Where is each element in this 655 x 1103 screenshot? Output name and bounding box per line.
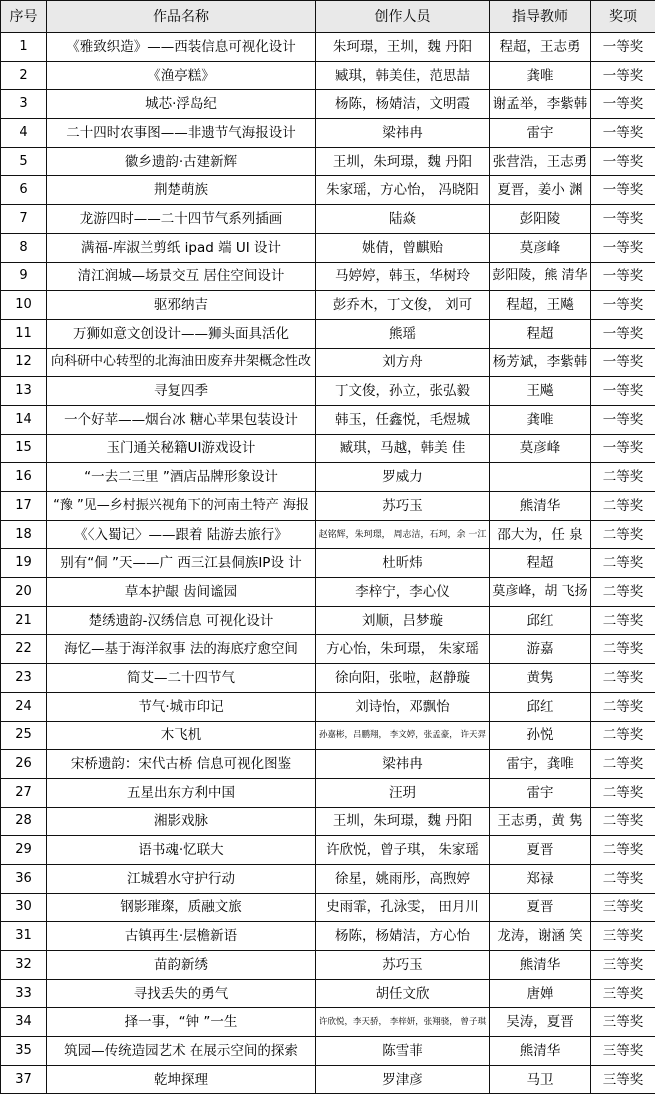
cell-creators: 彭乔木，丁文俊， 刘可: [316, 291, 490, 320]
cell-creators: 刘顺，吕梦璇: [316, 606, 490, 635]
cell-work-title: 湘影戏脉: [47, 807, 316, 836]
cell-advisors: 程超，王志勇: [490, 33, 591, 62]
table-row: [1, 807, 655, 836]
cell-work-title: 荆楚萌族: [47, 176, 316, 205]
cell-creators: 马婷婷，韩玉，华树玲: [316, 262, 490, 291]
cell-index: 18: [1, 520, 47, 549]
cell-advisors: 雷宇，龚唯: [490, 750, 591, 779]
cell-work-title: 择一事，“钟 ”一生: [47, 1008, 316, 1037]
cell-award: 一等奖: [591, 147, 655, 176]
table-row: [1, 90, 655, 119]
cell-index: 13: [1, 377, 47, 406]
cell-advisors: 程超，王飚: [490, 291, 591, 320]
cell-advisors: 邵大为，任 泉: [490, 520, 591, 549]
table-row: [1, 233, 655, 262]
cell-work-title: 筑园—传统造园艺术 在展示空间的探索: [47, 1037, 316, 1066]
cell-index: 4: [1, 119, 47, 148]
cell-award: 一等奖: [591, 291, 655, 320]
cell-advisors: 熊清华: [490, 492, 591, 521]
cell-index: 9: [1, 262, 47, 291]
cell-creators: 刘诗怡，邓飘怡: [316, 692, 490, 721]
table-row: [1, 434, 655, 463]
cell-advisors: 熊清华: [490, 951, 591, 980]
cell-award: 二等奖: [591, 549, 655, 578]
cell-work-title: 满福-库淑兰剪纸 ipad 端 UI 设计: [47, 233, 316, 262]
cell-index: 33: [1, 979, 47, 1008]
cell-advisors: 龙涛，谢涵 笑: [490, 922, 591, 951]
cell-work-title: 节气·城市印记: [47, 692, 316, 721]
table-row: [1, 606, 655, 635]
cell-advisors: 黄隽: [490, 664, 591, 693]
cell-advisors: 莫彦峰: [490, 233, 591, 262]
cell-advisors: 莫彦峰，胡 飞扬: [490, 578, 591, 607]
cell-advisors: [490, 463, 591, 492]
cell-work-title: 别有“侗 ”天——广 西三江县侗族IP设 计: [47, 549, 316, 578]
cell-creators: 臧琪，马越，韩美 佳: [316, 434, 490, 463]
cell-index: 10: [1, 291, 47, 320]
cell-work-title: 宋桥遗韵：宋代古桥 信息可视化图鉴: [47, 750, 316, 779]
cell-creators: 朱珂璟，王圳，魏 丹阳: [316, 33, 490, 62]
cell-award: 二等奖: [591, 664, 655, 693]
cell-award: 二等奖: [591, 606, 655, 635]
cell-index: 5: [1, 147, 47, 176]
table-row: [1, 492, 655, 521]
cell-award: 一等奖: [591, 205, 655, 234]
cell-advisors: 王飚: [490, 377, 591, 406]
cell-advisors: 郑禄: [490, 864, 591, 893]
cell-work-title: 寻复四季: [47, 377, 316, 406]
cell-index: 36: [1, 864, 47, 893]
header-creators: 创作人员: [316, 1, 490, 33]
cell-work-title: 二十四时农事图——非遗节气海报设计: [47, 119, 316, 148]
cell-index: 14: [1, 405, 47, 434]
cell-advisors: 王志勇，黄 隽: [490, 807, 591, 836]
cell-award: 二等奖: [591, 692, 655, 721]
table-row: [1, 348, 655, 377]
cell-award: 一等奖: [591, 33, 655, 62]
cell-creators: 熊瑶: [316, 319, 490, 348]
cell-advisors: 程超: [490, 549, 591, 578]
cell-award: 三等奖: [591, 979, 655, 1008]
cell-creators: 汪玥: [316, 778, 490, 807]
cell-award: 二等奖: [591, 721, 655, 750]
cell-index: 29: [1, 836, 47, 865]
cell-creators: 刘方舟: [316, 348, 490, 377]
cell-work-title: 《渔亭糕》: [47, 61, 316, 90]
cell-index: 26: [1, 750, 47, 779]
table-row: [1, 1037, 655, 1066]
cell-award: 二等奖: [591, 778, 655, 807]
cell-work-title: 古镇再生·层檐新语: [47, 922, 316, 951]
cell-work-title: 向科研中心转型的北海油田废弃井架概念性改: [47, 348, 316, 377]
cell-creators: 徐向阳，张啦，赵静璇: [316, 664, 490, 693]
cell-work-title: 徽乡遗韵·古建新辉: [47, 147, 316, 176]
cell-advisors: 莫彦峰: [490, 434, 591, 463]
cell-work-title: 苗韵新绣: [47, 951, 316, 980]
cell-award: 三等奖: [591, 922, 655, 951]
cell-award: 一等奖: [591, 319, 655, 348]
cell-advisors: 彭阳陵，熊 清华: [490, 262, 591, 291]
cell-work-title: 《雅致织造》——西装信息可视化设计: [47, 33, 316, 62]
table-row: [1, 864, 655, 893]
header-work-title: 作品名称: [47, 1, 316, 33]
cell-creators: 史雨霏，孔泳雯， 田月川: [316, 893, 490, 922]
cell-advisors: 吴涛，夏晋: [490, 1008, 591, 1037]
cell-creators: 苏巧玉: [316, 492, 490, 521]
table-row: [1, 635, 655, 664]
cell-creators: 丁文俊，孙立，张弘毅: [316, 377, 490, 406]
cell-work-title: 语书魂·忆联大: [47, 836, 316, 865]
cell-advisors: 杨芳斌，李紫韩: [490, 348, 591, 377]
cell-advisors: 夏晋: [490, 836, 591, 865]
cell-advisors: 夏晋，姜小 渊: [490, 176, 591, 205]
cell-award: 二等奖: [591, 520, 655, 549]
cell-creators: 杜昕炜: [316, 549, 490, 578]
cell-advisors: 马卫: [490, 1065, 591, 1094]
cell-creators: 罗威力: [316, 463, 490, 492]
cell-advisors: 程超: [490, 319, 591, 348]
cell-award: 二等奖: [591, 492, 655, 521]
cell-index: 34: [1, 1008, 47, 1037]
cell-index: 1: [1, 33, 47, 62]
cell-index: 37: [1, 1065, 47, 1094]
table-row: [1, 836, 655, 865]
table-row: [1, 463, 655, 492]
cell-creators: 罗津彦: [316, 1065, 490, 1094]
cell-index: 27: [1, 778, 47, 807]
table-row: [1, 1065, 655, 1094]
cell-advisors: 游嘉: [490, 635, 591, 664]
cell-award: 二等奖: [591, 807, 655, 836]
cell-work-title: 一个好苹——烟台冰 糖心苹果包装设计: [47, 405, 316, 434]
table-row: [1, 147, 655, 176]
cell-creators: 梁祎冉: [316, 119, 490, 148]
cell-creators: 孙嘉彬，吕鹏翔， 李文婷，张孟豪， 许天羿: [316, 721, 490, 750]
table-row: [1, 61, 655, 90]
cell-work-title: 驱邪纳吉: [47, 291, 316, 320]
cell-work-title: 江城碧水守护行动: [47, 864, 316, 893]
cell-work-title: 乾坤探理: [47, 1065, 316, 1094]
cell-advisors: 谢孟举，李紫韩: [490, 90, 591, 119]
cell-index: 22: [1, 635, 47, 664]
cell-work-title: 草本护龈 齿间谧园: [47, 578, 316, 607]
table-row: [1, 1008, 655, 1037]
cell-award: 一等奖: [591, 434, 655, 463]
table-row: [1, 951, 655, 980]
cell-index: 32: [1, 951, 47, 980]
cell-index: 8: [1, 233, 47, 262]
cell-index: 15: [1, 434, 47, 463]
cell-advisors: 龚唯: [490, 405, 591, 434]
cell-index: 6: [1, 176, 47, 205]
table-row: [1, 549, 655, 578]
cell-work-title: 《〈入蜀记〉——跟着 陆游去旅行》: [47, 520, 316, 549]
cell-creators: 韩玉，任鑫悦，毛煜城: [316, 405, 490, 434]
cell-index: 20: [1, 578, 47, 607]
cell-award: 二等奖: [591, 463, 655, 492]
cell-creators: 胡任文欣: [316, 979, 490, 1008]
cell-advisors: 张营浩，王志勇: [490, 147, 591, 176]
table-row: [1, 33, 655, 62]
cell-creators: 杨陈，杨婧洁，文明霞: [316, 90, 490, 119]
cell-creators: 徐星，姚雨彤，高煦婷: [316, 864, 490, 893]
cell-advisors: 孙悦: [490, 721, 591, 750]
table-row: [1, 319, 655, 348]
cell-creators: 许欣悦，曾子琪， 朱家瑶: [316, 836, 490, 865]
cell-index: 7: [1, 205, 47, 234]
cell-creators: 王圳，朱珂璟，魏 丹阳: [316, 147, 490, 176]
cell-award: 一等奖: [591, 377, 655, 406]
cell-advisors: 彭阳陵: [490, 205, 591, 234]
cell-creators: 陈雪菲: [316, 1037, 490, 1066]
cell-work-title: 清江润城—场景交互 居住空间设计: [47, 262, 316, 291]
cell-award: 一等奖: [591, 348, 655, 377]
cell-creators: 王圳，朱珂璟，魏 丹阳: [316, 807, 490, 836]
cell-index: 3: [1, 90, 47, 119]
cell-work-title: 海忆—基于海洋叙事 法的海底疗愈空间: [47, 635, 316, 664]
cell-index: 21: [1, 606, 47, 635]
cell-creators: 朱家瑶，方心怡， 冯晓阳: [316, 176, 490, 205]
cell-award: 二等奖: [591, 836, 655, 865]
cell-index: 16: [1, 463, 47, 492]
cell-advisors: 邱红: [490, 692, 591, 721]
cell-award: 二等奖: [591, 750, 655, 779]
cell-advisors: 龚唯: [490, 61, 591, 90]
cell-advisors: 雷宇: [490, 119, 591, 148]
table-row: [1, 405, 655, 434]
header-index: 序号: [1, 1, 47, 33]
table-row: [1, 291, 655, 320]
cell-work-title: 楚绣遗韵-汉绣信息 可视化设计: [47, 606, 316, 635]
cell-award: 三等奖: [591, 1037, 655, 1066]
cell-index: 12: [1, 348, 47, 377]
cell-award: 三等奖: [591, 1008, 655, 1037]
cell-creators: 杨陈，杨婧洁，方心怡: [316, 922, 490, 951]
cell-creators: 姚倩，曾麒贻: [316, 233, 490, 262]
cell-work-title: 龙游四时——二十四节气系列插画: [47, 205, 316, 234]
cell-award: 三等奖: [591, 1065, 655, 1094]
table-row: [1, 578, 655, 607]
table-row: [1, 664, 655, 693]
cell-advisors: 熊清华: [490, 1037, 591, 1066]
cell-work-title: 玉门通关秘籍UI游戏设计: [47, 434, 316, 463]
cell-index: 28: [1, 807, 47, 836]
table-row: [1, 979, 655, 1008]
cell-award: 一等奖: [591, 119, 655, 148]
cell-work-title: “一去二三里 ”酒店品牌形象设计: [47, 463, 316, 492]
cell-index: 2: [1, 61, 47, 90]
cell-award: 二等奖: [591, 578, 655, 607]
cell-index: 23: [1, 664, 47, 693]
cell-index: 35: [1, 1037, 47, 1066]
table-row: [1, 893, 655, 922]
table-row: [1, 692, 655, 721]
cell-award: 一等奖: [591, 90, 655, 119]
table-row: [1, 377, 655, 406]
cell-creators: 方心怡，朱珂璟， 朱家瑶: [316, 635, 490, 664]
table-row: [1, 119, 655, 148]
cell-index: 30: [1, 893, 47, 922]
table-row: [1, 721, 655, 750]
cell-index: 31: [1, 922, 47, 951]
cell-creators: 许欣悦，李天骄， 李梓妍，张翔骁， 曾子琪: [316, 1008, 490, 1037]
cell-creators: 臧琪，韩美佳，范思喆: [316, 61, 490, 90]
cell-advisors: 雷宇: [490, 778, 591, 807]
cell-creators: 苏巧玉: [316, 951, 490, 980]
cell-index: 11: [1, 319, 47, 348]
cell-advisors: 唐婵: [490, 979, 591, 1008]
cell-creators: 赵铭辉，朱珂璟， 周志洁，石珂，余 一江: [316, 520, 490, 549]
cell-work-title: “豫 ”见—乡村振兴视角下的河南土特产 海报: [47, 492, 316, 521]
cell-creators: 陆焱: [316, 205, 490, 234]
cell-award: 三等奖: [591, 951, 655, 980]
header-advisors: 指导教师: [490, 1, 591, 33]
cell-index: 24: [1, 692, 47, 721]
cell-advisors: 夏晋: [490, 893, 591, 922]
header-award: 奖项: [591, 1, 655, 33]
cell-work-title: 万狮如意文创设计——狮头面具活化: [47, 319, 316, 348]
table-row: [1, 205, 655, 234]
cell-work-title: 五星出东方利中国: [47, 778, 316, 807]
table-row: [1, 520, 655, 549]
header-row: [1, 1, 655, 33]
cell-work-title: 简艾—二十四节气: [47, 664, 316, 693]
cell-index: 17: [1, 492, 47, 521]
cell-work-title: 城芯·浮岛纪: [47, 90, 316, 119]
table-row: [1, 922, 655, 951]
cell-creators: 李梓宁，李心仪: [316, 578, 490, 607]
cell-award: 一等奖: [591, 262, 655, 291]
cell-index: 25: [1, 721, 47, 750]
table-row: [1, 176, 655, 205]
table-row: [1, 778, 655, 807]
table-row: [1, 750, 655, 779]
cell-advisors: 邱红: [490, 606, 591, 635]
table-row: [1, 262, 655, 291]
cell-index: 19: [1, 549, 47, 578]
cell-award: 一等奖: [591, 405, 655, 434]
cell-work-title: 寻找丢失的勇气: [47, 979, 316, 1008]
cell-award: 二等奖: [591, 635, 655, 664]
cell-award: 二等奖: [591, 864, 655, 893]
cell-work-title: 木飞机: [47, 721, 316, 750]
cell-award: 一等奖: [591, 233, 655, 262]
cell-work-title: 钢影璀璨，质融文旅: [47, 893, 316, 922]
cell-award: 一等奖: [591, 176, 655, 205]
cell-creators: 梁祎冉: [316, 750, 490, 779]
cell-award: 三等奖: [591, 893, 655, 922]
cell-award: 一等奖: [591, 61, 655, 90]
